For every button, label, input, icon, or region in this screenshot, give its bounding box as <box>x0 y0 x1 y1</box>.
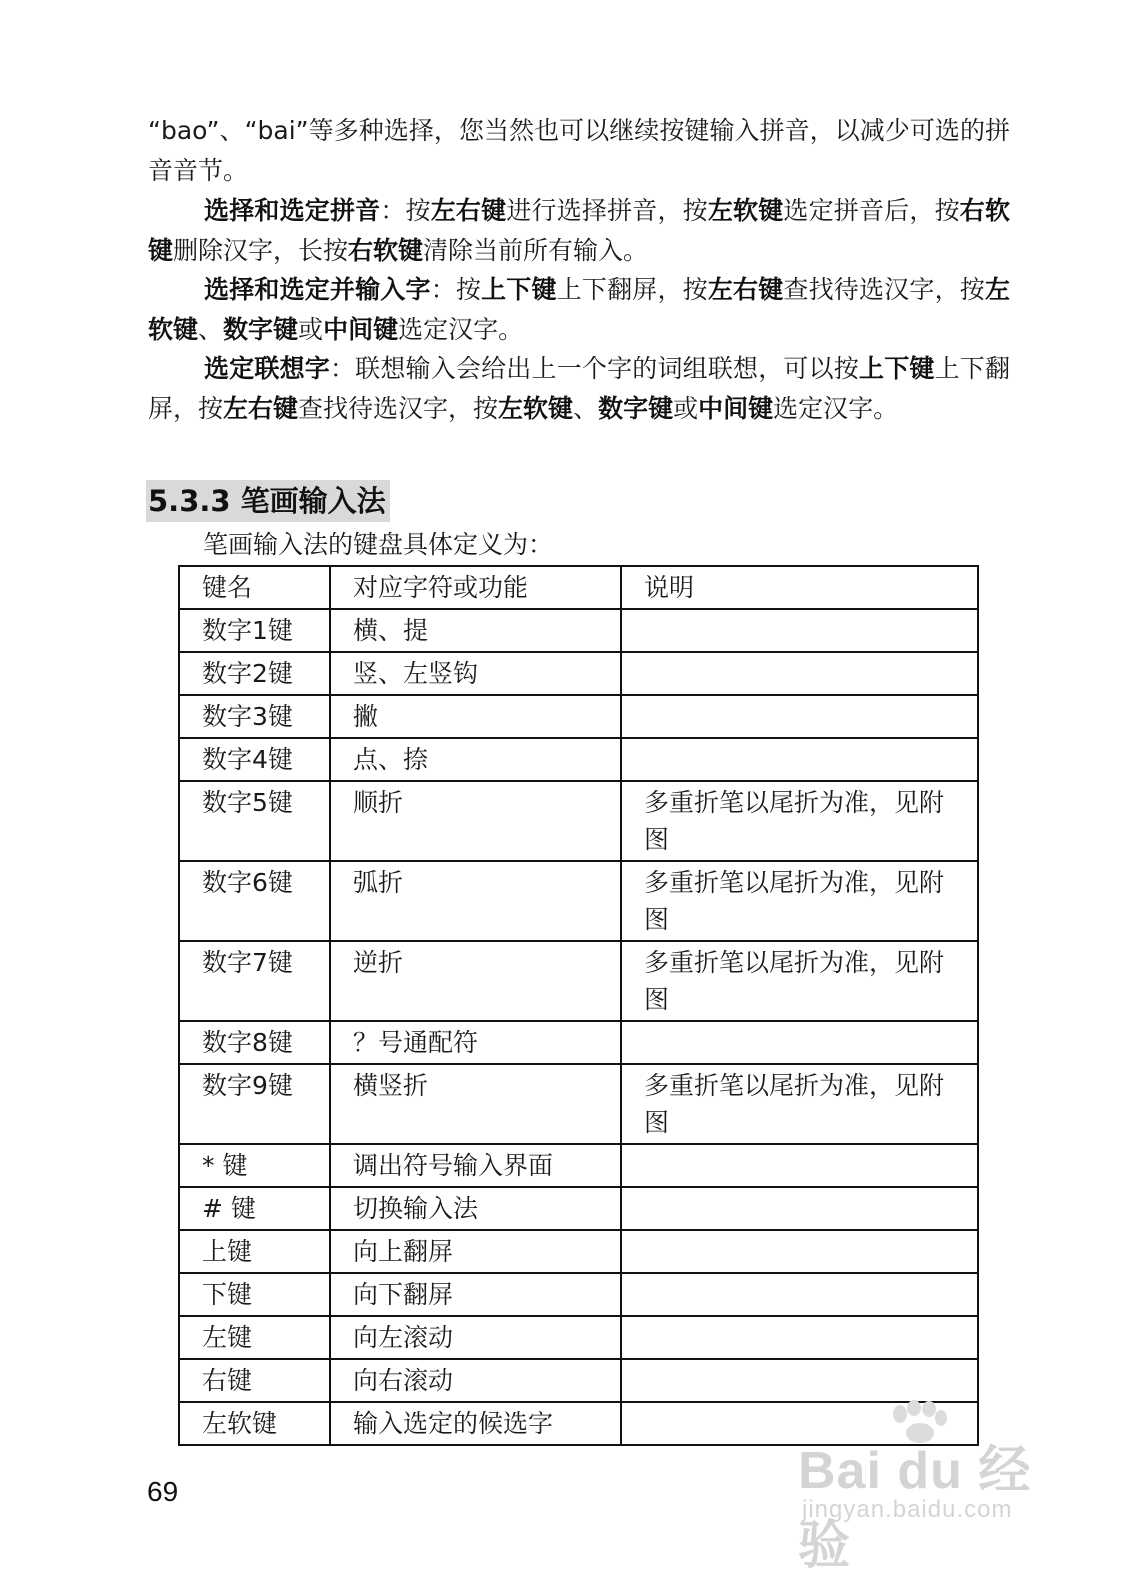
cell-function: 输入选定的候选字 <box>330 1402 621 1445</box>
text-run: 查找待选汉字，按 <box>783 275 985 304</box>
text-run: ：按 <box>430 275 482 304</box>
cell-note: 多重折笔以尾折为准，见附图 <box>621 941 978 1021</box>
text-run: 或 <box>673 393 699 423</box>
paragraph-select-pinyin <box>148 191 1010 270</box>
key-name: 上下键 <box>481 275 557 304</box>
table-body <box>179 609 978 1445</box>
cell-note <box>621 1273 978 1316</box>
table-row <box>179 1230 978 1273</box>
cell-function: 弧折 <box>330 861 621 941</box>
text-run: 或 <box>298 314 324 344</box>
baidu-jingyan-watermark <box>790 1400 1060 1575</box>
section-heading: 5.3.3 笔画输入法 <box>146 480 390 522</box>
cell-function: 逆折 <box>330 941 621 1021</box>
paragraph-associative-char <box>148 349 1010 428</box>
paragraph-label: 选择和选定拼音 <box>204 196 381 225</box>
cell-note <box>621 652 978 695</box>
text-run: 查找待选汉字，按 <box>298 393 499 423</box>
cell-function: ？号通配符 <box>330 1021 621 1064</box>
cell-key-name: 数字9键 <box>179 1064 330 1144</box>
cell-function: 顺折 <box>330 781 621 861</box>
cell-note <box>621 609 978 652</box>
table-row <box>179 1064 978 1144</box>
cell-function: 撇 <box>330 695 621 738</box>
text-run: 选定拼音后，按 <box>783 196 960 225</box>
cell-note <box>621 695 978 738</box>
table-row <box>179 609 978 652</box>
text-run: 、 <box>573 393 599 423</box>
cell-note: 多重折笔以尾折为准，见附图 <box>621 1064 978 1144</box>
key-name: 上下键 <box>859 354 935 383</box>
text-run: ：按 <box>380 196 431 225</box>
cell-key-name: 上键 <box>179 1230 330 1273</box>
key-name: 左软键 <box>148 275 1010 344</box>
cell-key-name: 数字6键 <box>179 861 330 941</box>
column-header-note: 说明 <box>621 566 978 609</box>
cell-function: 调出符号输入界面 <box>330 1144 621 1187</box>
table-row <box>179 1021 978 1064</box>
cell-key-name: 数字5键 <box>179 781 330 861</box>
cell-key-name: # 键 <box>179 1187 330 1230</box>
cell-key-name: 下键 <box>179 1273 330 1316</box>
cell-note <box>621 1144 978 1187</box>
cell-key-name: 数字1键 <box>179 609 330 652</box>
paragraph-continuation: “bao”、“bai”等多种选择，您当然也可以继续按键输入拼音，以减少可选的拼音音节。 <box>148 116 1010 185</box>
text-run: 删除汉字，长按 <box>173 235 349 265</box>
cell-key-name: 数字3键 <box>179 695 330 738</box>
page-number: 69 <box>147 1476 179 1507</box>
cell-key-name: 数字2键 <box>179 652 330 695</box>
table-row <box>179 1187 978 1230</box>
table-row <box>179 1316 978 1359</box>
cell-function: 向上翻屏 <box>330 1230 621 1273</box>
text-run: ：联想输入会给出上一个字的词组联想，可以按 <box>329 354 859 383</box>
text-run: 选定汉字。 <box>398 314 524 344</box>
watermark-url: jingyan.baidu.com <box>802 1496 1013 1523</box>
cell-note <box>621 1316 978 1359</box>
paragraph-label: 选择和选定并输入字 <box>204 275 431 304</box>
text-run: 上下翻屏，按 <box>148 354 1010 423</box>
table-row <box>179 941 978 1021</box>
section-intro: 笔画输入法的键盘具体定义为： <box>203 530 554 559</box>
watermark-brand: Bai du 经验 <box>798 1442 1032 1575</box>
cell-key-name: 数字8键 <box>179 1021 330 1064</box>
cell-function: 横竖折 <box>330 1064 621 1144</box>
cell-function: 向右滚动 <box>330 1359 621 1402</box>
cell-function: 横、提 <box>330 609 621 652</box>
cell-function: 向下翻屏 <box>330 1273 621 1316</box>
table-row <box>179 738 978 781</box>
cell-function: 竖、左竖钩 <box>330 652 621 695</box>
cell-note: 多重折笔以尾折为准，见附图 <box>621 781 978 861</box>
text-run: 选定汉字。 <box>773 393 899 423</box>
key-name: 中间键 <box>323 314 399 344</box>
column-header-function: 对应字符或功能 <box>330 566 621 609</box>
cell-note: 多重折笔以尾折为准，见附图 <box>621 861 978 941</box>
cell-key-name: 右键 <box>179 1359 330 1402</box>
text-run: 上下翻屏，按 <box>556 275 708 304</box>
cell-note <box>621 738 978 781</box>
cell-note <box>621 1359 978 1402</box>
key-name: 右软键 <box>148 196 1010 265</box>
paragraph-select-input-char <box>148 270 1010 349</box>
column-header-key: 键名 <box>179 566 330 609</box>
table-row <box>179 652 978 695</box>
key-definition-table <box>178 565 979 1446</box>
cell-key-name: * 键 <box>179 1144 330 1187</box>
key-name: 右软键 <box>348 235 424 265</box>
key-name: 左右键 <box>430 196 507 225</box>
key-name: 左右键 <box>707 275 784 304</box>
key-name: 左软键 <box>498 393 574 423</box>
cell-key-name: 数字4键 <box>179 738 330 781</box>
cell-function: 切换输入法 <box>330 1187 621 1230</box>
cell-note <box>621 1187 978 1230</box>
table-row <box>179 695 978 738</box>
table-row <box>179 1359 978 1402</box>
cell-note <box>621 1021 978 1064</box>
table-row <box>179 861 978 941</box>
cell-key-name: 左键 <box>179 1316 330 1359</box>
key-name: 数字键 <box>223 314 299 344</box>
cell-function: 点、捺 <box>330 738 621 781</box>
paragraph-label: 选定联想字 <box>204 354 330 383</box>
table-row <box>179 1273 978 1316</box>
cell-key-name: 数字7键 <box>179 941 330 1021</box>
cell-key-name: 左软键 <box>179 1402 330 1445</box>
text-run: 进行选择拼音，按 <box>506 196 708 225</box>
cell-function: 向左滚动 <box>330 1316 621 1359</box>
table-header-row <box>179 566 978 609</box>
cell-note <box>621 1230 978 1273</box>
text-run: 清除当前所有输入。 <box>423 235 649 265</box>
key-name: 中间键 <box>698 393 774 423</box>
table-row <box>179 1144 978 1187</box>
text-run: 、 <box>198 314 224 344</box>
key-name: 数字键 <box>598 393 674 423</box>
key-name: 左软键 <box>707 196 784 225</box>
key-name: 左右键 <box>223 393 299 423</box>
table-row <box>179 781 978 861</box>
